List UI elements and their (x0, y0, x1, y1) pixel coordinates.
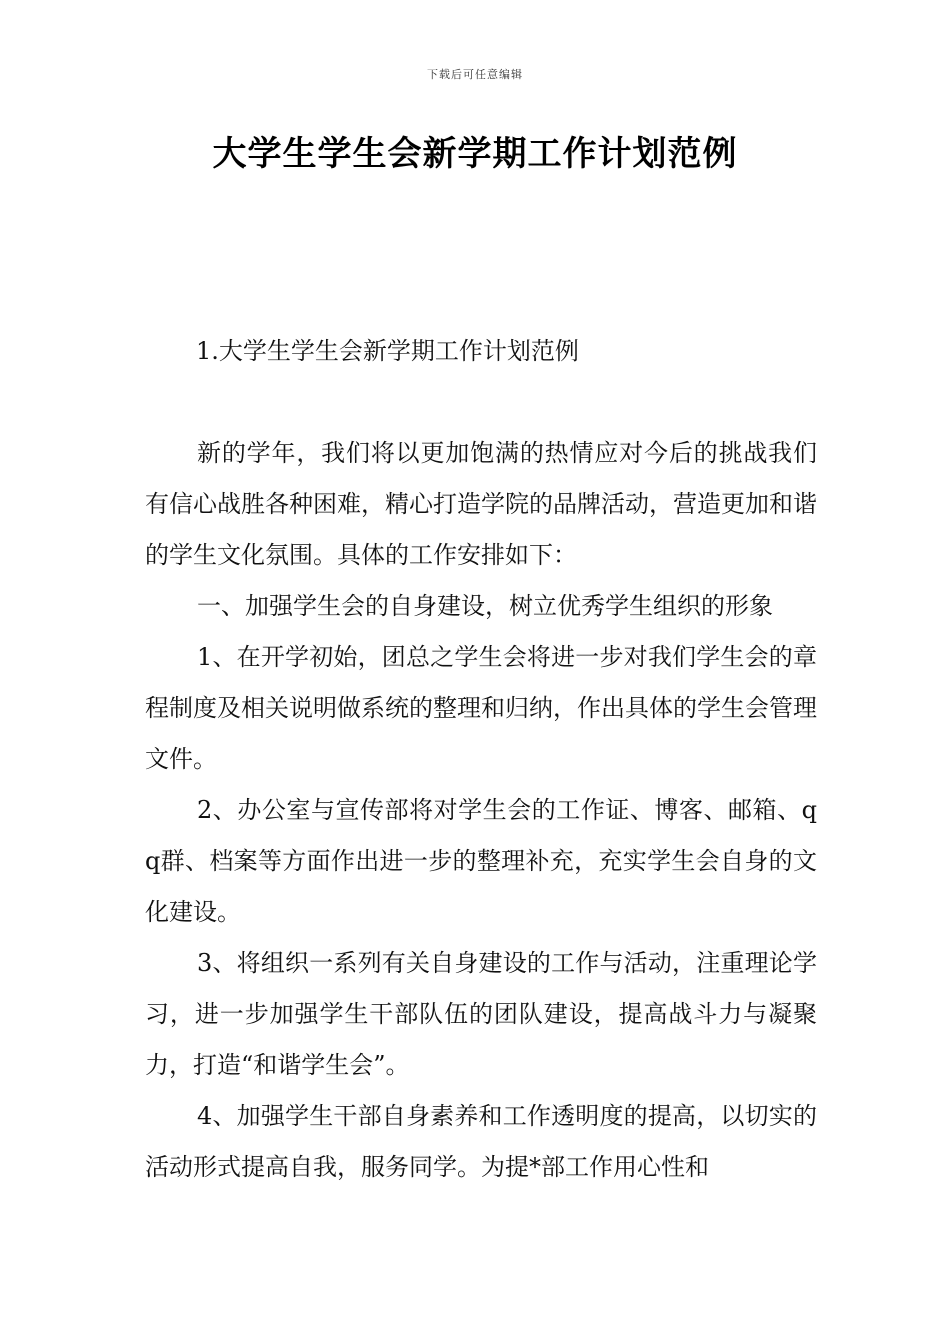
paragraph-item-1: 1、在开学初始，团总之学生会将进一步对我们学生会的章程制度及相关说明做系统的整理和归纳，作出具体的学生会管理文件。 (145, 643, 817, 773)
paragraph-item-2: 2、办公室与宣传部将对学生会的工作证、博客、邮箱、qq群、档案等方面作出进一步的整理补充，充实学生会自身的文化建设。 (145, 796, 817, 926)
section-subheading: 1.大学生学生会新学期工作计划范例 (196, 337, 579, 365)
paragraph-section-heading: 一、加强学生会的自身建设，树立优秀学生组织的形象 (197, 592, 773, 620)
paragraph-intro: 新的学年，我们将以更加饱满的热情应对今后的挑战我们有信心战胜各种困难，精心打造学院的品牌活动，营造更加和谐的学生文化氛围。具体的工作安排如下： (145, 439, 817, 569)
paragraph-item-4: 4、加强学生干部自身素养和工作透明度的提高，以切实的活动形式提高自我，服务同学。为提*部工作用心性和 (145, 1102, 817, 1181)
document-body (145, 428, 817, 1193)
document-title: 大学生学生会新学期工作计划范例 (212, 134, 738, 174)
header-note: 下载后可任意编辑 (427, 68, 523, 81)
paragraph-item-3: 3、将组织一系列有关自身建设的工作与活动，注重理论学习，进一步加强学生干部队伍的团队建设，提高战斗力与凝聚力，打造“和谐学生会”。 (145, 949, 817, 1079)
